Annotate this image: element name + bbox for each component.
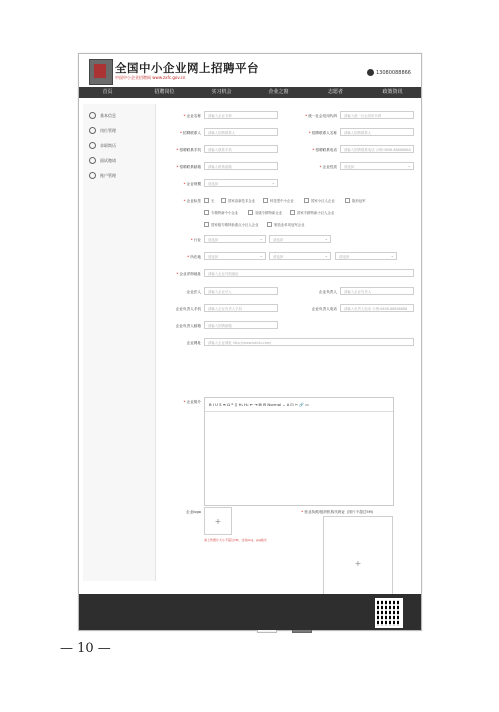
user-icon	[367, 69, 374, 76]
tag-checkbox[interactable]: 国家小巨人企业	[304, 198, 335, 203]
site-subtitle: 中国中小企业招聘网 www.zxfc.gov.cn	[115, 75, 186, 80]
logo-label: 企业logo	[186, 510, 201, 514]
qr-code	[375, 598, 403, 628]
city-select[interactable]: 请选择 ⌄	[269, 252, 331, 260]
site-footer	[79, 594, 421, 630]
sidebar-item-basic-info[interactable]	[83, 108, 155, 123]
credit-code-label: * 统一社会信用代码	[283, 114, 337, 119]
legal-person-input[interactable]: 请输入企业法人	[204, 287, 278, 295]
owner-email-input[interactable]: 请输入招聘邮箱	[204, 321, 278, 329]
mobile-label: * 招聘联系手机	[159, 148, 201, 153]
owner-tel-input[interactable]: 请输入负责人电话 示例:0898-88888888	[340, 304, 414, 312]
owner-label: 企业负责人	[319, 290, 337, 294]
browser-frame	[78, 53, 422, 631]
owner-input[interactable]: 请输入企业负责人	[340, 287, 414, 295]
license-note: (图片不超过5M)	[347, 510, 374, 514]
website-input[interactable]: 请输入企业网址 http://www.baidu.com/	[204, 338, 414, 346]
intro-rich-editor[interactable]	[204, 397, 394, 506]
tag-checkbox[interactable]: 隐形冠军	[345, 198, 366, 203]
editor-toolbar[interactable]: B I U S ≡ Ω ❝ ⟨⟩ H₁ H₂ ⇤ ⇥ ⊞ ⊟ Normal ⌄ A ⊡ ✂ 🔗 ▭	[205, 398, 393, 412]
nav-jobs[interactable]: 招聘岗位	[154, 89, 175, 95]
phone-number: 13080088866	[376, 69, 411, 76]
briefcase-icon	[89, 127, 96, 134]
sidebar-item-account[interactable]	[83, 168, 155, 183]
plus-icon: +	[354, 558, 362, 568]
tel-input[interactable]: 请输入招聘联系电话 示例:0898-88888888	[340, 145, 414, 153]
sidebar-item-label: 求职简历	[100, 142, 116, 148]
tag-checkbox[interactable]: 无	[204, 198, 214, 203]
sidebar-item-label: 账户管理	[100, 172, 116, 178]
tag-checkbox[interactable]: 国家专精特新小巨人企业	[290, 210, 334, 215]
nav-volunteer[interactable]: 志愿者	[327, 89, 343, 95]
tag-checkbox[interactable]: 专精特新中小企业	[204, 210, 238, 215]
company-name-input[interactable]: 请输入企业名称	[204, 111, 278, 119]
user-icon	[89, 172, 96, 179]
sidebar-item-label: 面试邀请	[100, 157, 116, 163]
credit-code-input[interactable]: 请输入统一社会信用代码	[340, 111, 414, 119]
owner-mobile-input[interactable]: 请输入企业负责人手机	[204, 304, 278, 312]
nav-policy[interactable]: 政策资讯	[382, 89, 403, 95]
home-icon	[89, 112, 96, 119]
sidebar-item-label: 岗位管理	[100, 127, 116, 133]
nav-internship[interactable]: 实习机会	[211, 89, 232, 95]
user-phone[interactable]	[367, 69, 411, 76]
website-label: 企业网址	[186, 341, 201, 345]
tag-checkbox[interactable]: 省级专精特新企业	[248, 210, 282, 215]
license-label: * 营业执照/组织机构代码证	[283, 510, 345, 515]
tag-checkbox[interactable]: 国家高新技术企业	[221, 198, 255, 203]
mobile-input[interactable]: 请输入联系手机	[204, 145, 278, 153]
tag-checkbox[interactable]: 制造业单项冠军企业	[267, 222, 305, 227]
sidebar-item-jobs[interactable]	[83, 123, 155, 138]
sidebar	[83, 104, 156, 581]
owner-tel-label: 企业负责人电话	[311, 307, 337, 311]
contact-name-label: * 招聘联系人名称	[283, 131, 337, 136]
sidebar-item-label: 基本信息	[100, 112, 116, 118]
nature-select[interactable]: 请选择 ⌄	[340, 162, 414, 170]
owner-mobile-label: 企业负责人手机	[175, 307, 201, 311]
owner-email-label: 企业负责人邮箱	[175, 324, 201, 328]
mail-icon	[89, 157, 96, 164]
nav-home[interactable]: 首页	[102, 89, 113, 95]
page-number: — 10 —	[60, 641, 111, 656]
document-icon	[89, 142, 96, 149]
legal-person-label: 企业法人	[186, 290, 201, 294]
province-select[interactable]: 请选择 ⌄	[204, 252, 266, 260]
tag-checkbox[interactable]: 国家级专精特新重点小巨人企业	[204, 222, 258, 227]
district-select[interactable]: 请选择 ⌄	[335, 252, 397, 260]
region-label: * 所在地	[159, 255, 201, 260]
industry-select-1[interactable]: 请选择 ⌄	[204, 235, 266, 243]
intro-label: * 企业简介	[159, 400, 201, 405]
main-nav	[79, 87, 421, 98]
nature-label: * 企业性质	[283, 165, 337, 170]
industry-label: * 行业	[159, 238, 201, 243]
nav-enterprise[interactable]: 企业之窗	[268, 89, 289, 95]
plus-icon: +	[214, 516, 222, 526]
sidebar-item-resumes[interactable]	[83, 138, 155, 153]
site-logo	[89, 59, 113, 85]
email-label: * 招聘联系邮箱	[159, 165, 201, 170]
scale-label: * 企业规模	[159, 182, 201, 187]
contact-name-input[interactable]: 请输入招聘联系人	[340, 128, 414, 136]
address-label: * 企业详细地址	[159, 272, 201, 277]
contact-label: * 招聘联系人	[159, 131, 201, 136]
contact-input[interactable]: 请输入招聘联系人	[204, 128, 278, 136]
enterprise-form	[159, 104, 417, 581]
sidebar-item-interviews[interactable]	[83, 153, 155, 168]
tags-label: * 企业标签	[159, 199, 201, 204]
industry-select-2[interactable]: 请选择 ⌄	[269, 235, 331, 243]
tel-label: * 招聘联系电话	[283, 148, 337, 153]
company-name-label: * 企业名称	[159, 114, 201, 119]
tag-checkbox[interactable]: 科技型中小企业	[263, 198, 294, 203]
logo-hint: 请上传图片大小不超过1M，支持png、jpg格式	[204, 538, 267, 542]
logo-upload[interactable]	[204, 507, 232, 535]
scale-select[interactable]: 请选择 ⌄	[204, 179, 278, 187]
site-title: 全国中小企业网上招聘平台	[115, 61, 259, 75]
email-input[interactable]: 请输入联系邮箱	[204, 162, 278, 170]
site-header	[79, 54, 421, 87]
address-input[interactable]: 请输入企业详细地址	[204, 269, 414, 277]
